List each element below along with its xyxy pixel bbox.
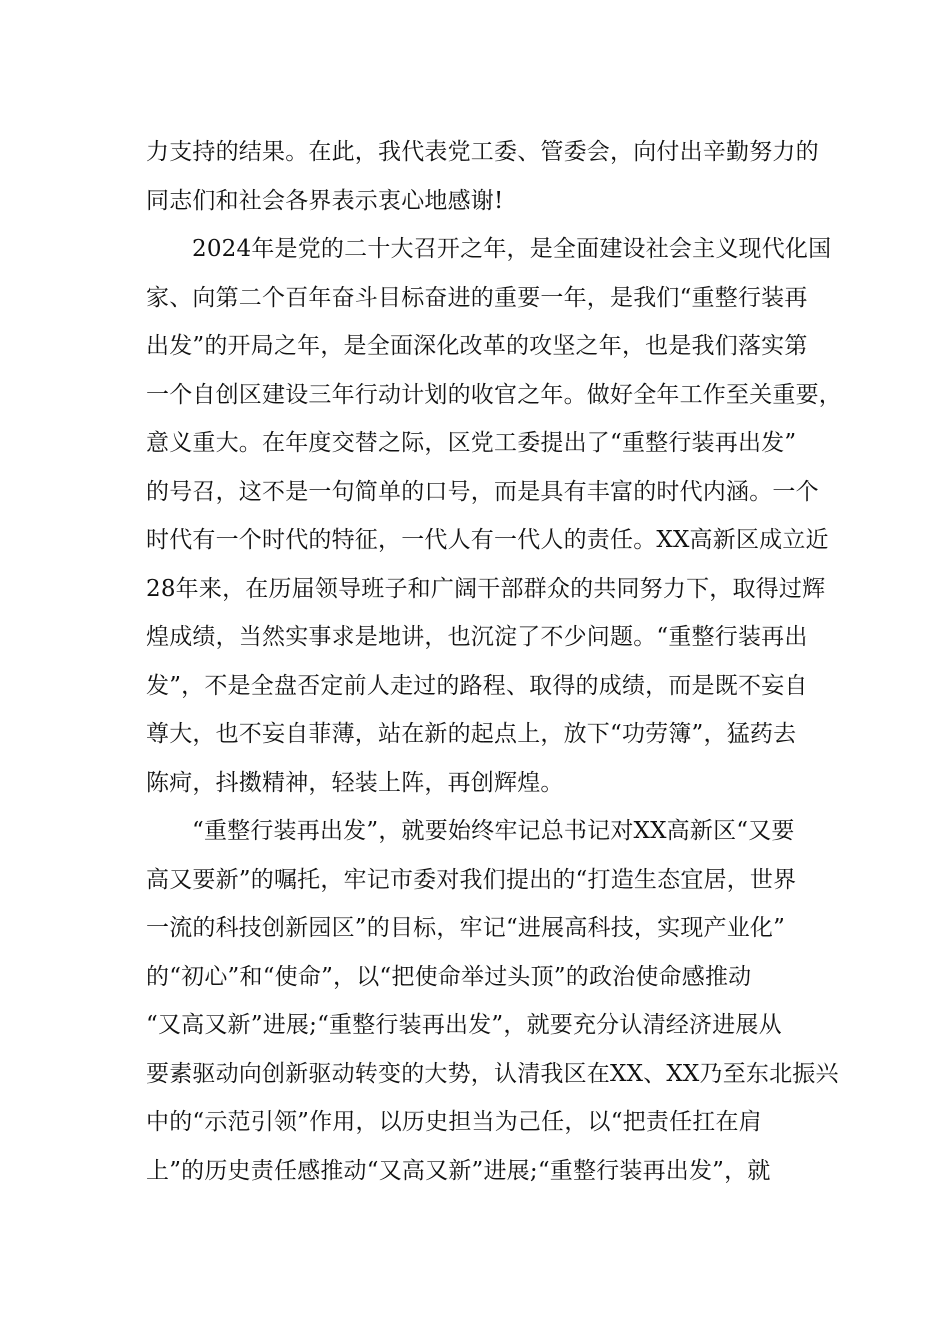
text-line: 同志们和社会各界表示衷心地感谢! xyxy=(146,187,504,214)
text-line: 发”，不是全盘否定前人走过的路程、取得的成绩，而是既不妄自 xyxy=(146,672,808,699)
text-line: 要素驱动向创新驱动转变的大势，认清我区在XX、XX乃至东北振兴 xyxy=(146,1060,839,1087)
text-line: 时代有一个时代的特征，一代人有一代人的责任。XX高新区成立近 xyxy=(146,527,829,553)
text-line: 28年来，在历届领导班子和广阔干部群众的共同努力下，取得过辉 xyxy=(146,575,826,602)
text-line: 高又要新”的嘱托，牢记市委对我们提出的“打造生态宜居，世界 xyxy=(146,866,797,893)
paragraph-first-line: 2024年是党的二十大召开之年，是全面建设社会主义现代化国 xyxy=(192,236,832,262)
text-line: “又高又新”进展;“重整行装再出发”，就要充分认清经济进展从 xyxy=(146,1012,782,1038)
text-line: 一个自创区建设三年行动计划的收官之年。做好全年工作至关重要， xyxy=(146,381,842,408)
text-line: 煌成绩，当然实事求是地讲，也沉淀了不少问题。“重整行装再出 xyxy=(146,624,808,650)
text-line: 上”的历史责任感推动“又高又新”进展;“重整行装再出发”，就 xyxy=(146,1157,771,1184)
paragraph-first-line: “重整行装再出发”，就要始终牢记总书记对XX高新区“又要 xyxy=(192,818,795,844)
text-line: 的“初心”和“使命”，以“把使命举过头顶”的政治使命感推动 xyxy=(146,963,752,990)
text-line: 陈疴，抖擞精神，轻装上阵，再创辉煌。 xyxy=(146,769,564,796)
text-line: 一流的科技创新园区”的目标，牢记“进展高科技，实现产业化” xyxy=(146,915,786,941)
text-line: 家、向第二个百年奋斗目标奋进的重要一年，是我们“重整行装再 xyxy=(146,284,808,311)
text-line: 出发”的开局之年，是全面深化改革的攻坚之年，也是我们落实第 xyxy=(146,333,808,359)
text-line: 意义重大。在年度交替之际，区党工委提出了“重整行装再出发” xyxy=(146,430,797,456)
text-line: 中的“示范引领”作用，以历史担当为己任，以“把责任扛在肩 xyxy=(146,1109,762,1135)
text-line: 尊大，也不妄自菲薄，站在新的起点上，放下“功劳簿”，猛药去 xyxy=(146,721,797,747)
body-text xyxy=(146,128,842,1195)
text-line: 的号召，这不是一句简单的口号，而是具有丰富的时代内涵。一个 xyxy=(146,478,819,505)
text-line: 力支持的结果。在此，我代表党工委、管委会，向付出辛勤努力的 xyxy=(146,139,819,165)
